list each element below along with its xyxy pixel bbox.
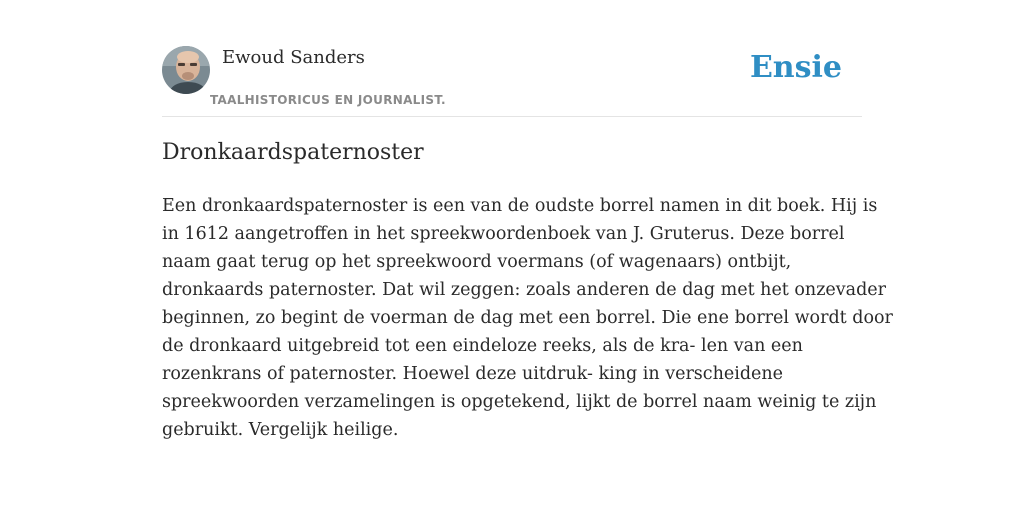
body-line: dronkaards paternoster. Dat wil zeggen: zoals anderen de dag met het onzevader (162, 280, 887, 300)
article-title: Dronkaardspaternoster (162, 140, 424, 165)
body-line: in 1612 aangetroffen in het spreekwoordenboek van J. Gruterus. Deze borrel (162, 224, 845, 244)
body-line: naam gaat terug op het spreekwoord voermans (of wagenaars) ontbijt, (162, 252, 792, 272)
author-role: TAALHISTORICUS EN JOURNALIST. (210, 93, 446, 107)
body-line: spreekwoorden verzamelingen is opgetekend, lijkt de borrel naam weinig te zijn (162, 392, 877, 412)
body-line: rozenkrans of paternoster. Hoewel deze uitdruk- king in verscheidene (162, 364, 784, 384)
body-line: gebruikt. Vergelijk heilige. (162, 420, 399, 440)
author-header (162, 44, 862, 117)
body-line: Een dronkaardspaternoster is een van de oudste borrel namen in dit boek. Hij is (162, 196, 878, 216)
article-body (162, 192, 893, 444)
avatar[interactable] (162, 46, 210, 94)
body-line: beginnen, zo begint de voerman de dag met een borrel. Die ene borrel wordt door (162, 308, 893, 328)
author-name[interactable]: Ewoud Sanders (222, 47, 365, 68)
avatar-photo (162, 46, 210, 94)
brand-logo[interactable]: Ensie (749, 50, 842, 85)
body-line: de dronkaard uitgebreid tot een eindeloze reeks, als de kra- len van een (162, 336, 803, 356)
